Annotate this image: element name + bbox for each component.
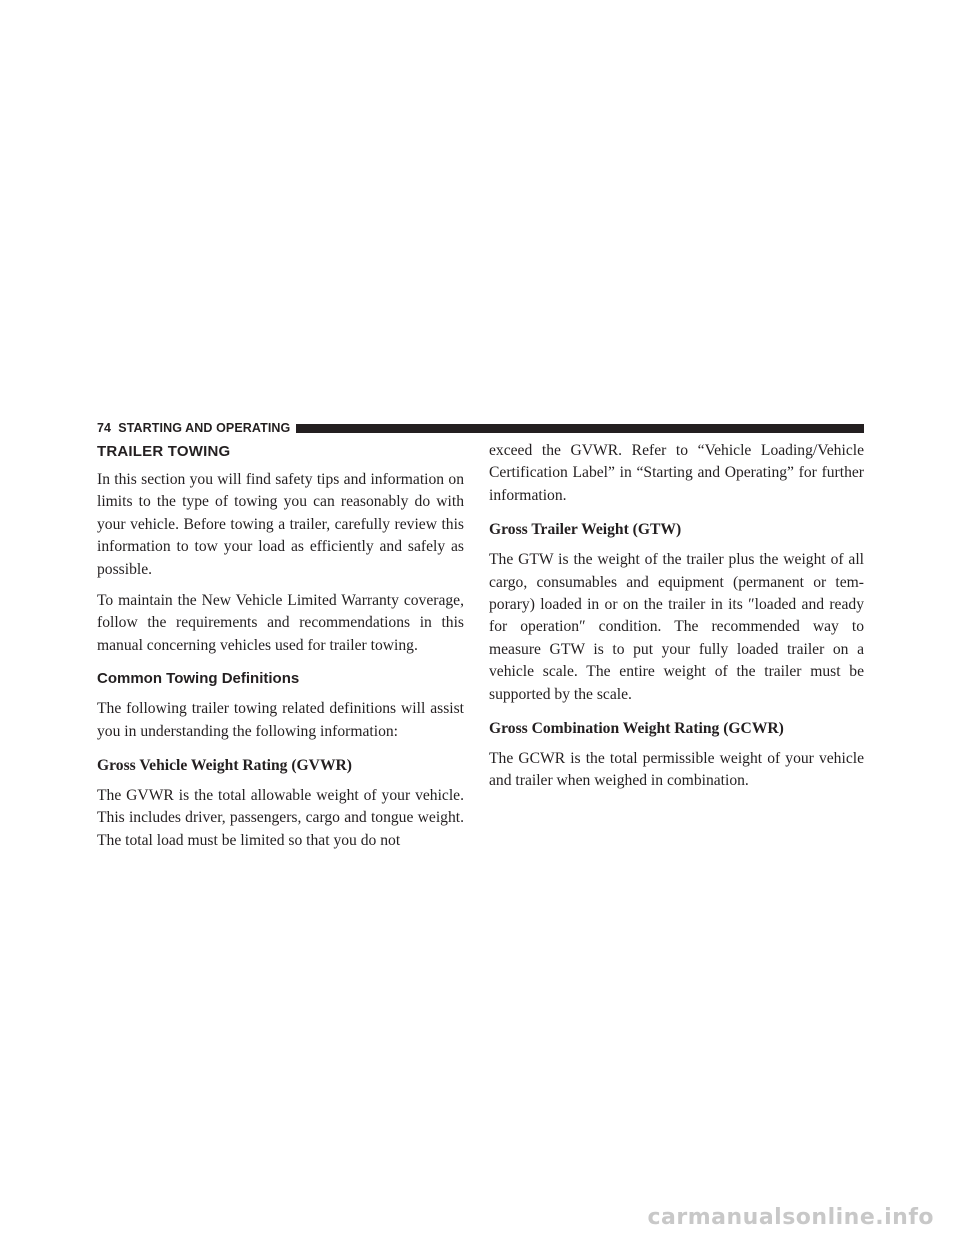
warranty-paragraph: To maintain the New Vehicle Limited Warranty coverage, follow the requirements and recommendations in this manual concerning vehicles used for trailer towing.	[97, 592, 464, 654]
section-name: STARTING AND OPERATING	[118, 421, 291, 435]
definitions-intro-paragraph: The following trailer towing related definitions will assist you in understanding the following information:	[97, 700, 464, 740]
gvwr-paragraph: The GVWR is the total allowable weight of your vehicle. This includes driver, passengers, cargo and tongue weight. The total load must be limited so that you do not	[97, 787, 464, 849]
gvwr-continued-paragraph: exceed the GVWR. Refer to “Vehicle Loading/Vehicle Certification Label” in “Starting and Operating” for further information.	[489, 442, 864, 504]
left-column	[97, 440, 464, 861]
page-header-label	[97, 421, 290, 435]
right-column	[489, 440, 864, 802]
watermark: carmanualsonline.info	[647, 1205, 934, 1230]
gcwr-heading: Gross Combination Weight Rating (GCWR)	[489, 720, 784, 738]
gvwr-heading: Gross Vehicle Weight Rating (GVWR)	[97, 757, 352, 775]
section-title: TRAILER TOWING	[97, 443, 231, 460]
gtw-paragraph: The GTW is the weight of the trailer plus the weight of all cargo, consumables and equipment (permanent or tem- porary) loaded in or on the trailer in its ″loaded and ready for operation″ condition. The recommended way to measure GTW is to put your fully loaded trailer on a vehicle scale. The entire weight of the trailer must be supported by the scale.	[489, 551, 864, 703]
gcwr-paragraph: The GCWR is the total permissible weight of your vehicle and trailer when weighed in combination.	[489, 750, 864, 790]
intro-paragraph: In this section you will find safety tips and information on limits to the type of towing you can reasonably do with your vehicle. Before towing a trailer, carefully review this information to tow your load as efficiently and safely as possible.	[97, 471, 464, 578]
page-number: 74	[97, 421, 112, 435]
page-header	[97, 420, 864, 436]
header-rule	[296, 424, 864, 433]
subsection-title: Common Towing Definitions	[97, 670, 300, 688]
gtw-heading: Gross Trailer Weight (GTW)	[489, 521, 682, 539]
